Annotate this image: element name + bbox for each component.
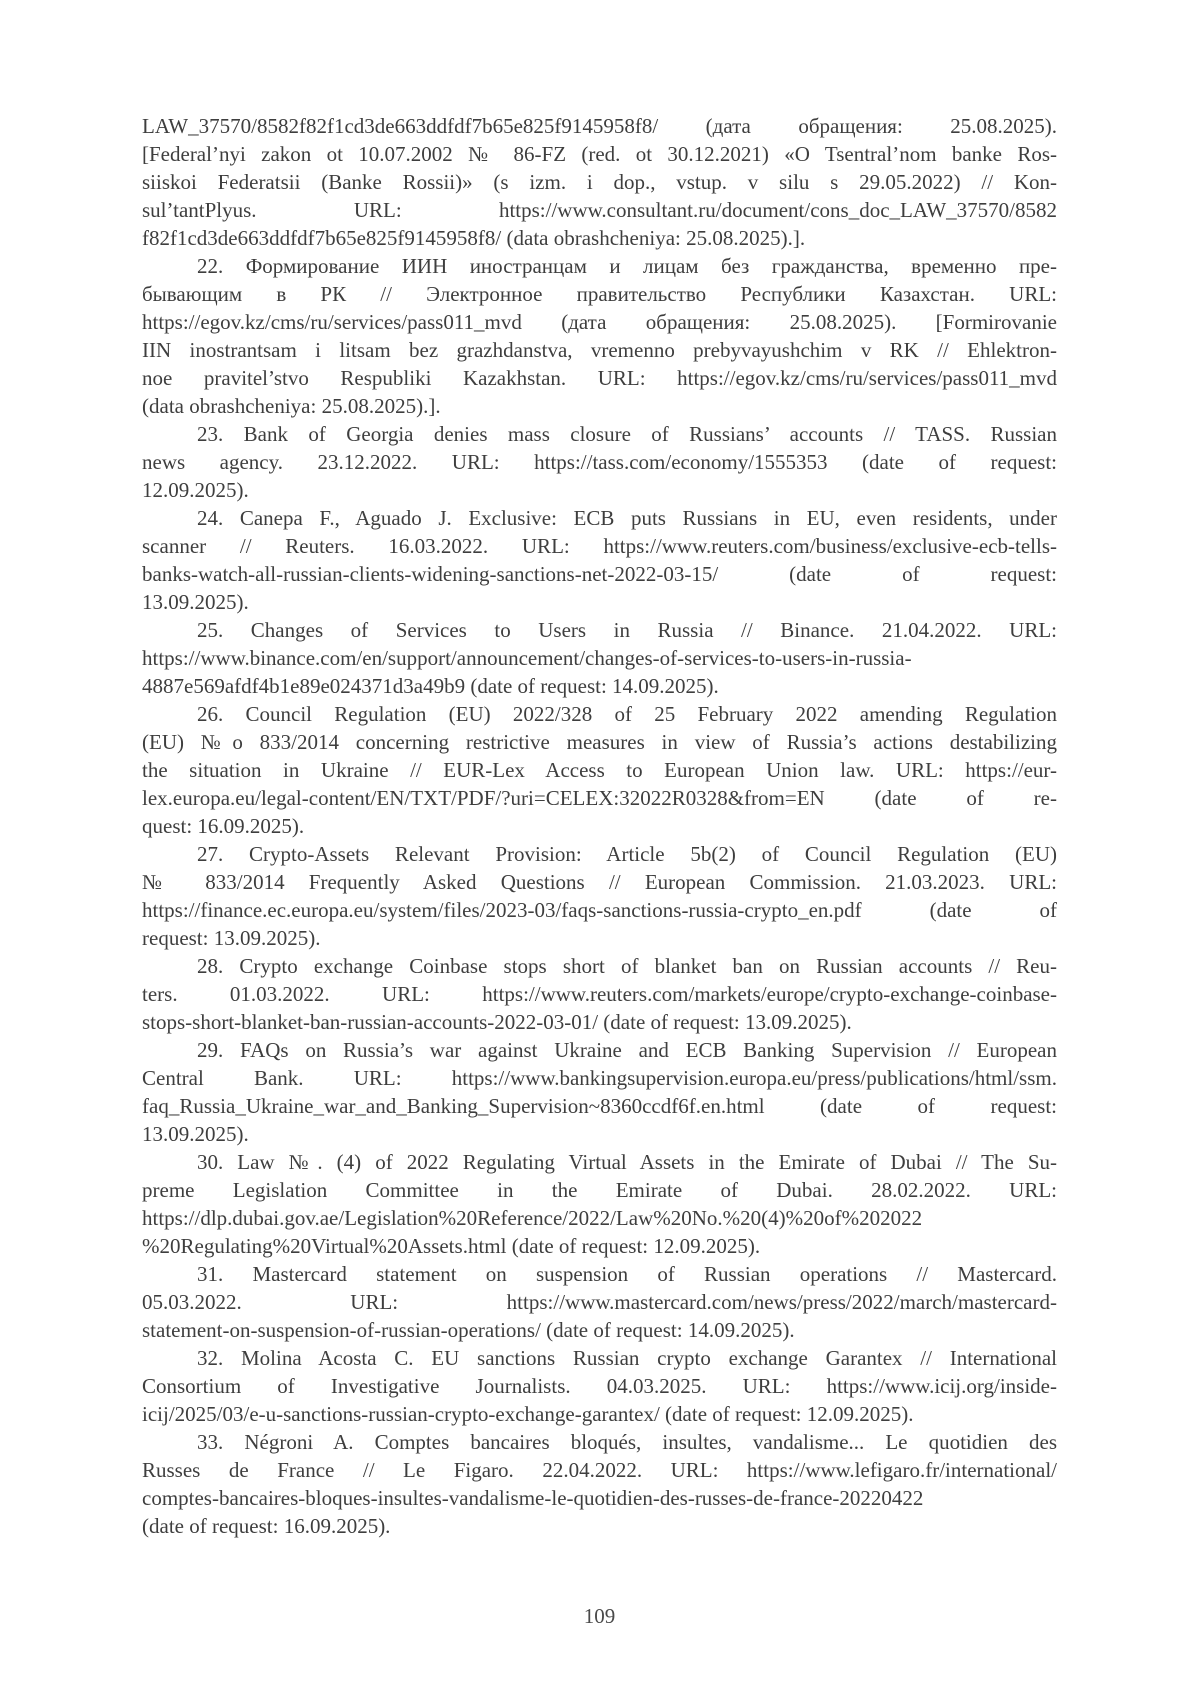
- reference-line: 31. Mastercard statement on suspension of Russian operations // Mastercard.: [197, 1262, 1057, 1286]
- reference-line: https://egov.kz/cms/ru/services/pass011_mvd (дата обращения: 25.08.2025). [Formirovanie: [142, 310, 1057, 334]
- reference-line: lex.europa.eu/legal-content/EN/TXT/PDF/?uri=CELEX:32022R0328&from=EN (date of re-: [142, 786, 1057, 810]
- reference-entry: [142, 420, 1057, 504]
- reference-entry: [142, 1344, 1057, 1428]
- reference-entry: [142, 1148, 1057, 1260]
- reference-line: № 833/2014 Frequently Asked Questions // European Commission. 21.03.2023. URL:: [142, 870, 1057, 894]
- reference-line: 13.09.2025).: [142, 1122, 249, 1146]
- reference-line: news agency. 23.12.2022. URL: https://tass.com/economy/1555353 (date of request:: [142, 450, 1057, 474]
- reference-line: 27. Crypto-Assets Relevant Provision: Article 5b(2) of Council Regulation (EU): [197, 842, 1057, 866]
- references-list: [142, 112, 1057, 1540]
- reference-line: 33. Négroni A. Comptes bancaires bloqués, insultes, vandalisme... Le quotidien des: [197, 1430, 1057, 1454]
- reference-line: 30. Law №. (4) of 2022 Regulating Virtual Assets in the Emirate of Dubai // The Su-: [197, 1150, 1057, 1174]
- reference-line: siiskoi Federatsii (Banke Rossii)» (s izm. i dop., vstup. v silu s 29.05.2022) // Kon-: [142, 170, 1057, 194]
- reference-line: 12.09.2025).: [142, 478, 249, 502]
- reference-line: preme Legislation Committee in the Emirate of Dubai. 28.02.2022. URL:: [142, 1178, 1057, 1202]
- reference-line: [Federal’nyi zakon ot 10.07.2002 № 86-FZ (red. ot 30.12.2021) «O Tsentral’nom banke Ros-: [142, 142, 1057, 166]
- reference-line: the situation in Ukraine // EUR-Lex Access to European Union law. URL: https://eur-: [142, 758, 1057, 782]
- reference-line: quest: 16.09.2025).: [142, 814, 305, 838]
- reference-entry: [142, 840, 1057, 952]
- reference-line: faq_Russia_Ukraine_war_and_Banking_Supervision~8360ccdf6f.en.html (date of request:: [142, 1094, 1057, 1118]
- reference-line: ters. 01.03.2022. URL: https://www.reuters.com/markets/europe/crypto-exchange-coinbase-: [142, 982, 1057, 1006]
- reference-line: LAW_37570/8582f82f1cd3de663ddfdf7b65e825f9145958f8/ (дата обращения: 25.08.2025).: [142, 114, 1057, 138]
- reference-line: Russes de France // Le Figaro. 22.04.2022. URL: https://www.lefigaro.fr/international/: [142, 1458, 1057, 1482]
- reference-line: 26. Council Regulation (EU) 2022/328 of 25 February 2022 amending Regulation: [197, 702, 1057, 726]
- reference-line: stops-short-blanket-ban-russian-accounts-2022-03-01/ (date of request: 13.09.2025).: [142, 1010, 852, 1034]
- reference-line: https://finance.ec.europa.eu/system/files/2023-03/faqs-sanctions-russia-crypto_en.pdf (date of: [142, 898, 1057, 922]
- reference-line: Central Bank. URL: https://www.bankingsupervision.europa.eu/press/publications/html/ssm.: [142, 1066, 1057, 1090]
- reference-line: https://www.binance.com/en/support/announcement/changes-of-services-to-users-in-russia-: [142, 646, 912, 670]
- reference-line: (EU) №o 833/2014 concerning restrictive measures in view of Russia’s actions destabilizing: [142, 730, 1057, 754]
- reference-line: statement-on-suspension-of-russian-operations/ (date of request: 14.09.2025).: [142, 1318, 795, 1342]
- reference-line: banks-watch-all-russian-clients-widening-sanctions-net-2022-03-15/ (date of request:: [142, 562, 1057, 586]
- reference-line: 32. Molina Acosta C. EU sanctions Russian crypto exchange Garantex // International: [197, 1346, 1057, 1370]
- reference-entry: [142, 616, 1057, 700]
- reference-line: sul’tantPlyus. URL: https://www.consultant.ru/document/cons_doc_LAW_37570/8582: [142, 198, 1057, 222]
- reference-line: 05.03.2022. URL: https://www.mastercard.com/news/press/2022/march/mastercard-: [142, 1290, 1057, 1314]
- reference-line: 25. Changes of Services to Users in Russia // Binance. 21.04.2022. URL:: [197, 618, 1057, 642]
- reference-line: https://dlp.dubai.gov.ae/Legislation%20Reference/2022/Law%20No.%20(4)%20of%202022: [142, 1206, 923, 1230]
- reference-entry: [142, 112, 1057, 252]
- reference-entry: [142, 504, 1057, 616]
- reference-line: 22. Формирование ИИН иностранцам и лицам без гражданства, временно пре-: [197, 254, 1057, 278]
- reference-entry: [142, 700, 1057, 840]
- reference-line: IIN inostrantsam i litsam bez grazhdanstva, vremenno prebyvayushchim v RK // Ehlektron-: [142, 338, 1057, 362]
- reference-line: comptes-bancaires-bloques-insultes-vandalisme-le-quotidien-des-russes-de-france-20220422: [142, 1486, 924, 1510]
- reference-line: 4887e569afdf4b1e89e024371d3a49b9 (date of request: 14.09.2025).: [142, 674, 719, 698]
- reference-line: бывающим в РК // Электронное правительство Республики Казахстан. URL:: [142, 282, 1057, 306]
- reference-entry: [142, 1428, 1057, 1540]
- reference-line: noe pravitel’stvo Respubliki Kazakhstan. URL: https://egov.kz/cms/ru/services/pass011_mvd: [142, 366, 1057, 390]
- reference-line: (date of request: 16.09.2025).: [142, 1514, 391, 1538]
- reference-entry: [142, 952, 1057, 1036]
- reference-line: 28. Crypto exchange Coinbase stops short of blanket ban on Russian accounts // Reu-: [197, 954, 1057, 978]
- reference-line: 29. FAQs on Russia’s war against Ukraine and ECB Banking Supervision // European: [197, 1038, 1057, 1062]
- reference-line: 23. Bank of Georgia denies mass closure of Russians’ accounts // TASS. Russian: [197, 422, 1057, 446]
- reference-line: Consortium of Investigative Journalists. 04.03.2025. URL: https://www.icij.org/inside-: [142, 1374, 1057, 1398]
- reference-entry: [142, 252, 1057, 420]
- reference-line: 24. Canepa F., Aguado J. Exclusive: ECB puts Russians in EU, even residents, under: [197, 506, 1057, 530]
- reference-line: scanner // Reuters. 16.03.2022. URL: https://www.reuters.com/business/exclusive-ecb-tells-: [142, 534, 1057, 558]
- reference-line: f82f1cd3de663ddfdf7b65e825f9145958f8/ (data obrashcheniya: 25.08.2025).].: [142, 226, 806, 250]
- reference-line: %20Regulating%20Virtual%20Assets.html (date of request: 12.09.2025).: [142, 1234, 761, 1258]
- reference-entry: [142, 1036, 1057, 1148]
- reference-line: icij/2025/03/e-u-sanctions-russian-crypto-exchange-garantex/ (date of request: 12.09.2025).: [142, 1402, 914, 1426]
- page-number: 109: [583, 1604, 616, 1628]
- reference-line: request: 13.09.2025).: [142, 926, 321, 950]
- reference-line: 13.09.2025).: [142, 590, 249, 614]
- reference-entry: [142, 1260, 1057, 1344]
- reference-line: (data obrashcheniya: 25.08.2025).].: [142, 394, 441, 418]
